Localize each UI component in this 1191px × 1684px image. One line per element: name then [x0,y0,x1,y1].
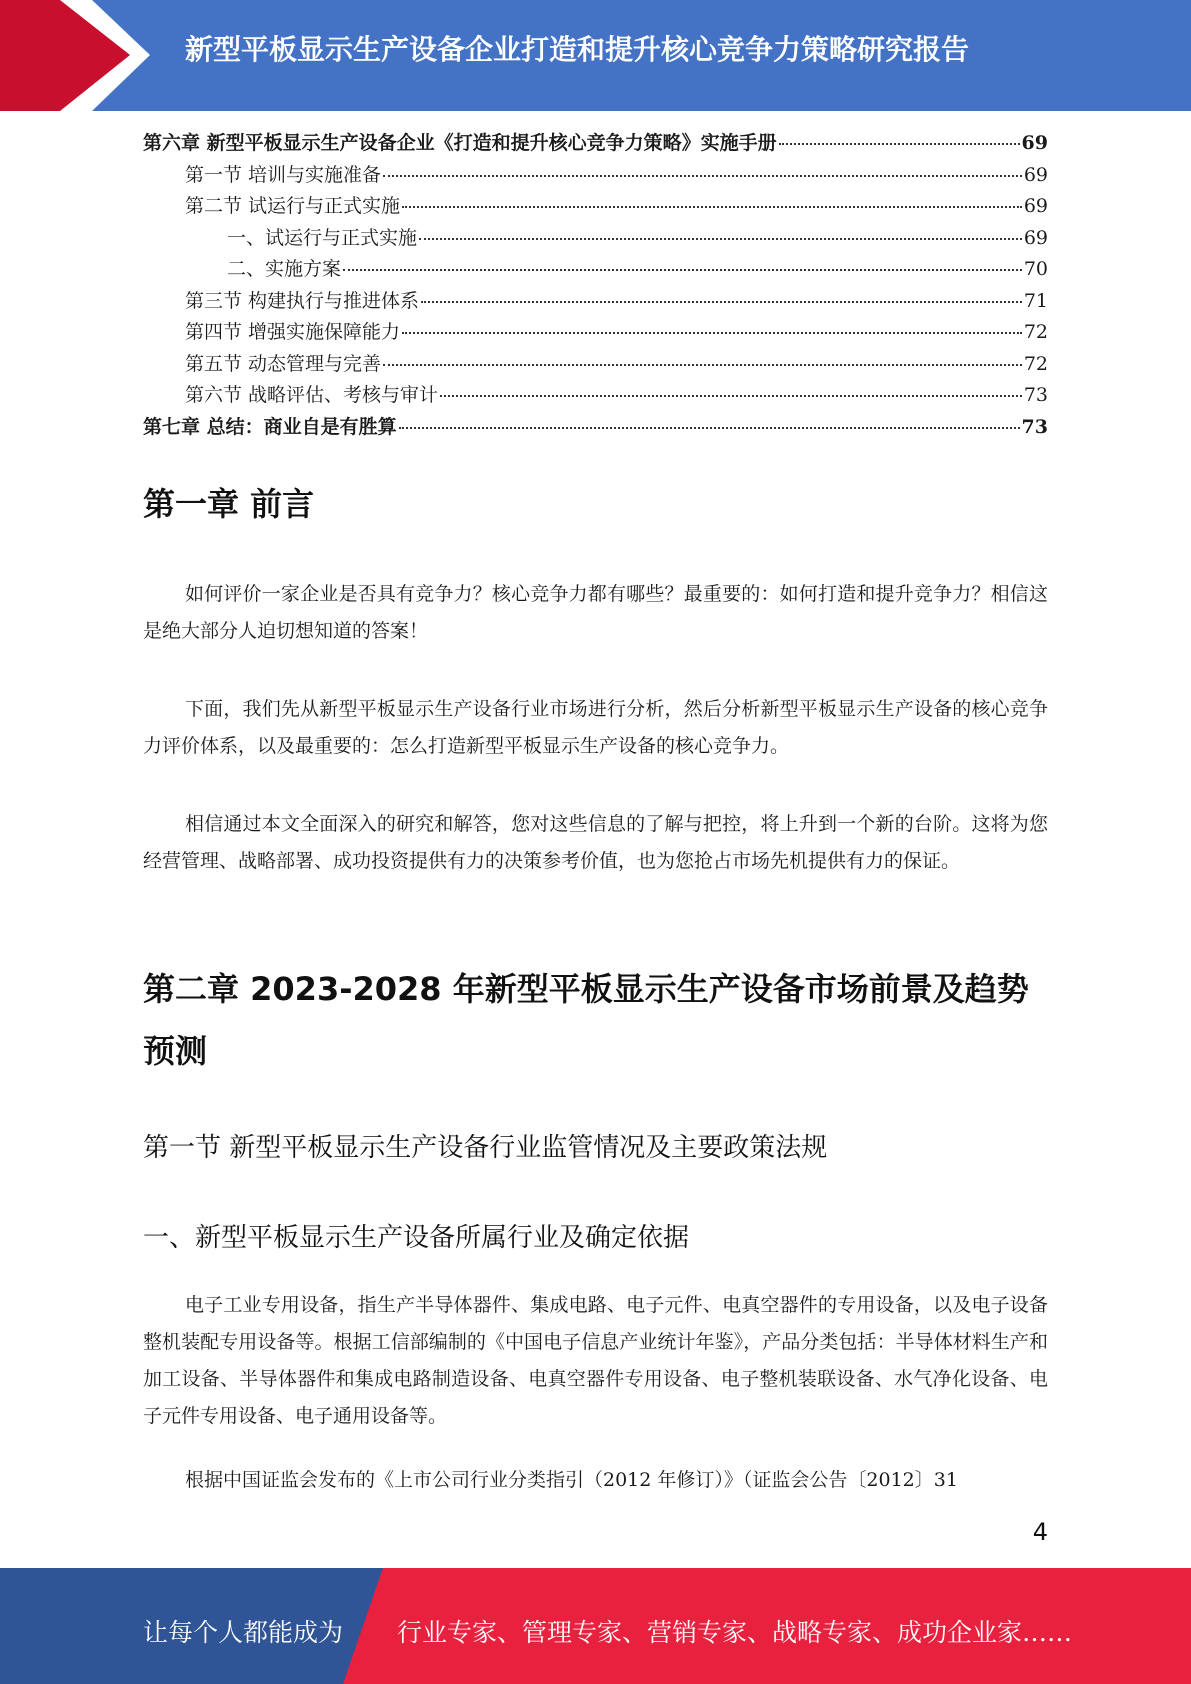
toc-entry-page: 72 [1023,321,1048,343]
body-paragraph: 根据中国证监会发布的《上市公司行业分类指引（2012 年修订）》（证监会公告〔2012〕31 [185,1469,958,1491]
body-paragraph: 下面，我们先从新型平板显示生产设备行业市场进行分析，然后分析新型平板显示生产设备的核心竞争力评价体系，以及最重要的：怎么打造新型平板显示生产设备的核心竞争力。 [143,698,1048,757]
toc-entry-title: 一、试运行与正式实施 [227,226,418,249]
page-header [0,0,1191,111]
table-of-contents [143,128,1048,443]
toc-leader-dots [383,364,1022,366]
toc-leader-dots [421,301,1022,303]
toc-leader-dots [440,395,1022,397]
toc-entry[interactable] [143,349,1048,381]
body-paragraph: 如何评价一家企业是否具有竞争力？核心竞争力都有哪些？最重要的：如何打造和提升竞争力？相信这是绝大部分人迫切想知道的答案！ [143,583,1048,642]
toc-entry[interactable] [143,286,1048,318]
body-paragraph: 相信通过本文全面深入的研究和解答，您对这些信息的了解与把控，将上升到一个新的台阶。这将为您经营管理、战略部署、成功投资提供有力的决策参考价值，也为您抢占市场先机提供有力的保证。 [143,813,1048,872]
toc-entry-title: 第一节 培训与实施准备 [185,163,382,186]
toc-entry-title: 第四节 增强实施保障能力 [185,321,401,343]
toc-entry-title: 第二节 试运行与正式实施 [185,195,401,217]
toc-entry-title: 第六章 新型平板显示生产设备企业《打造和提升核心竞争力策略》实施手册 [143,132,777,154]
header-title: 新型平板显示生产设备企业打造和提升核心竞争力策略研究报告 [185,33,970,66]
page-number: 4 [1032,1518,1048,1546]
toc-entry[interactable] [143,380,1048,412]
toc-entry[interactable] [143,160,1048,192]
toc-entry-page: 70 [1023,258,1048,280]
footer-slogan-right: 行业专家、管理专家、营销专家、战略专家、成功企业家…… [397,1618,1073,1647]
toc-leader-dots [383,175,1022,177]
toc-entry[interactable] [143,191,1048,223]
toc-entry-page: 73 [1023,384,1048,406]
toc-entry-page: 69 [1023,195,1048,217]
toc-entry[interactable] [143,317,1048,349]
toc-leader-dots [402,332,1022,334]
toc-entry-page: 71 [1023,289,1048,312]
toc-leader-dots [402,206,1022,208]
toc-entry[interactable] [143,412,1048,444]
toc-entry-page: 69 [1023,226,1048,249]
toc-entry-title: 第三节 构建执行与推进体系 [185,289,420,312]
toc-entry-title: 二、实施方案 [227,258,342,280]
toc-entry-title: 第七章 总结：商业自是有胜算 [143,415,397,438]
toc-entry-title: 第五节 动态管理与完善 [185,352,382,375]
toc-leader-dots [419,238,1022,240]
toc-entry-title: 第六节 战略评估、考核与审计 [185,384,439,406]
toc-leader-dots [343,269,1022,271]
toc-entry[interactable] [143,223,1048,255]
toc-entry-page: 69 [1023,163,1048,186]
toc-entry-page: 69 [1021,132,1048,154]
chapter-heading: 第二章 2023-2028 年新型平板显示生产设备市场前景及趋势预测 [143,970,1029,1070]
section-heading: 第一节 新型平板显示生产设备行业监管情况及主要政策法规 [143,1133,828,1163]
footer-slogan-left: 让每个人都能成为 [143,1618,344,1647]
page-footer [0,1568,1191,1684]
subsection-heading: 一、新型平板显示生产设备所属行业及确定依据 [143,1223,690,1253]
toc-entry[interactable] [143,254,1048,286]
toc-entry-page: 73 [1021,415,1048,438]
toc-entry[interactable] [143,128,1048,160]
toc-entry-page: 72 [1023,352,1048,375]
body-paragraph: 电子工业专用设备，指生产半导体器件、集成电路、电子元件、电真空器件的专用设备，以及电子设备整机装配专用设备等。根据工信部编制的《中国电子信息产业统计年鉴》，产品分类包括：半导体材料生产和加工设备、半导体器件和集成电路制造设备、电真空器件专用设备、电子整机装联设备、水气净化设备、电子元件专用设备、电子通用设备等。 [143,1294,1048,1427]
chapter-heading: 第一章 前言 [143,485,315,523]
toc-leader-dots [779,143,1020,145]
toc-leader-dots [399,427,1020,429]
